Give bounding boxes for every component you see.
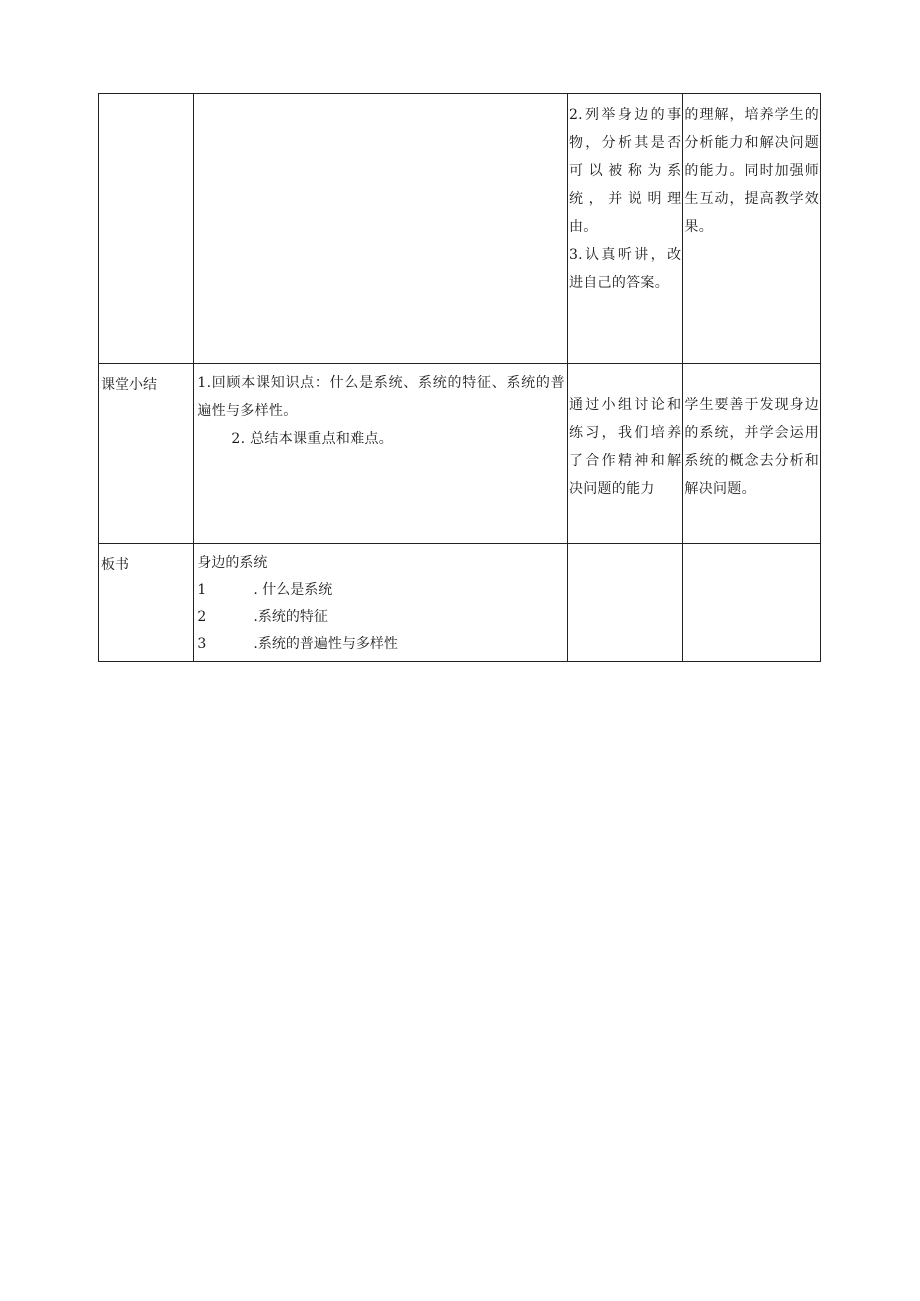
board-item-number: 1 (197, 582, 207, 598)
board-item-number: 3 (197, 636, 207, 652)
board-label: 板书 (101, 557, 129, 573)
table-row (99, 364, 821, 544)
board-title: 身边的系统 (197, 555, 268, 571)
summary-point-2: 2. 总结本课重点和难点。 (231, 431, 394, 447)
board-item (197, 577, 567, 604)
summary-label-cell (99, 364, 194, 544)
row1-design-intent-cell (683, 94, 821, 364)
summary-student-text: 通过小组讨论和练习，我们培养了合作精神和解决问题的能力 (568, 397, 682, 497)
student-activity-item-2: 2.列举身边的事物，分析其是否可以被称为系统，并说明理由。 (568, 107, 682, 235)
summary-content-cell (194, 364, 568, 544)
lesson-plan-table (98, 93, 821, 662)
board-item-text: .系统的普遍性与多样性 (253, 636, 398, 652)
row1-label-cell (99, 94, 194, 364)
summary-intent-cell (683, 364, 821, 544)
summary-student-cell (567, 364, 682, 544)
board-content-cell (194, 544, 568, 662)
board-item (197, 631, 567, 658)
summary-label: 课堂小结 (101, 377, 157, 393)
table-row (99, 544, 821, 662)
summary-point-1: 1.回顾本课知识点：什么是系统、系统的特征、系统的普遍性与多样性。 (197, 375, 565, 419)
summary-intent-text: 学生要善于发现身边的系统，并学会运用系统的概念去分析和解决问题。 (684, 397, 819, 497)
board-item (197, 604, 567, 631)
table-row (99, 94, 821, 364)
board-item-text: . 什么是系统 (253, 582, 333, 598)
board-empty-cell-3 (567, 544, 682, 662)
board-item-text: .系统的特征 (253, 609, 328, 625)
student-activity-item-3: 3.认真听讲，改进自己的答案。 (568, 247, 682, 291)
board-empty-cell-4 (683, 544, 821, 662)
design-intent-text: 的理解，培养学生的分析能力和解决问题的能力。同时加强师生互动，提高教学效果。 (684, 107, 819, 235)
row1-content-cell (194, 94, 568, 364)
row1-student-activity-cell (567, 94, 682, 364)
board-label-cell (99, 544, 194, 662)
board-item-number: 2 (197, 609, 207, 625)
